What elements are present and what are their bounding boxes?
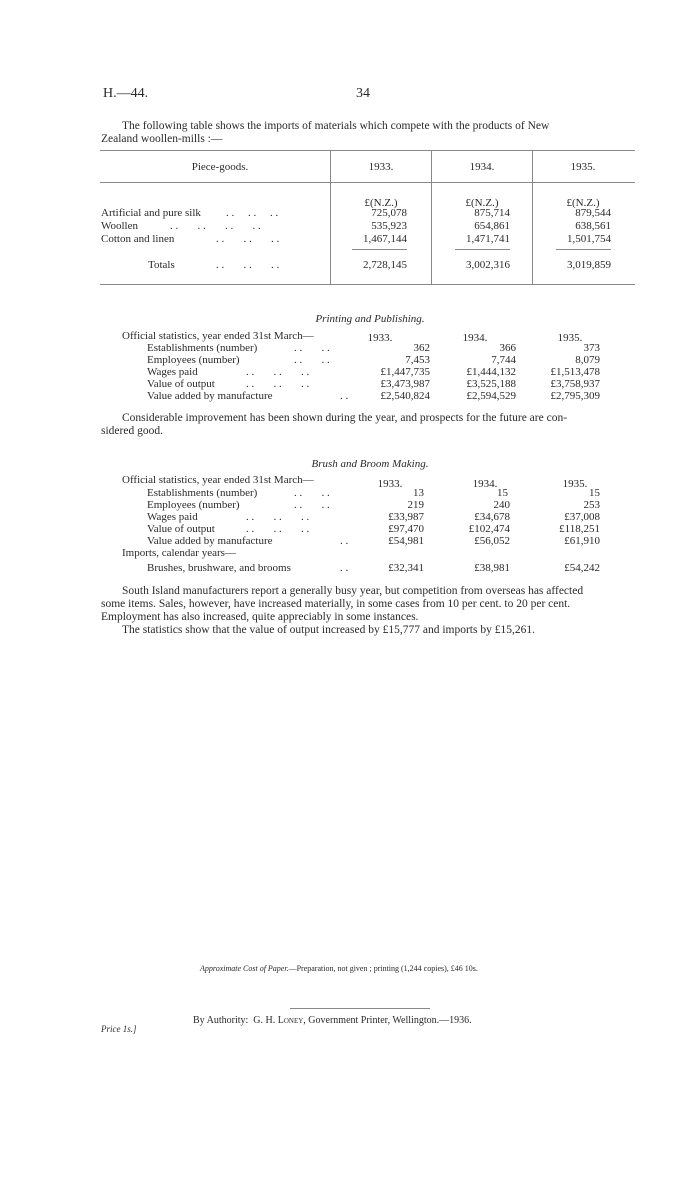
row-label: Establishments (number) <box>147 342 258 354</box>
leader-dots: . . . . <box>294 499 330 511</box>
cost-of-paper <box>200 962 478 975</box>
table-cell: 654,861 <box>474 220 510 232</box>
year-header: 1935. <box>562 478 588 490</box>
leader-dots: . . . . . . <box>246 366 310 378</box>
authority-prefix: By Authority: <box>193 1015 249 1026</box>
stat-cell: £54,981 <box>388 535 424 547</box>
stat-cell: £97,470 <box>388 523 424 535</box>
cost-text: —Preparation, not given ; printing (1,244 copies), £46 10s. <box>288 964 478 973</box>
table-cell: 875,714 <box>474 207 510 219</box>
row-label: Artificial and pure silk <box>101 207 201 219</box>
brush-para-line-4: The statistics show that the value of output increased by £15,777 and imports by £15,261. <box>122 624 535 636</box>
brush-para-line-3: Employment has also increased, quite appreciably in some instances. <box>101 611 419 623</box>
leader-dots: . . . . . . <box>246 378 310 390</box>
sum-rule-3 <box>556 249 611 250</box>
section-title-printing: Printing and Publishing. <box>315 313 425 325</box>
section-title-brush: Brush and Broom Making. <box>311 458 429 470</box>
table-cell: 1,471,741 <box>466 233 510 245</box>
page-number: 34 <box>356 86 370 101</box>
stat-cell: £38,981 <box>474 562 510 574</box>
table-cell: 1,467,144 <box>363 233 407 245</box>
document-code: H.—44. <box>103 86 149 101</box>
authority-suffix: , Government Printer, Wellington.—1936. <box>303 1015 472 1026</box>
year-header: 1933. <box>367 332 393 344</box>
leader-dots: . . <box>340 535 349 547</box>
brush-para-line-1: South Island manufacturers report a generally busy year, but competition from overseas has affected <box>122 585 584 597</box>
row-label: Employees (number) <box>147 499 240 511</box>
col-header-1933: 1933. <box>368 161 394 173</box>
stat-cell: 362 <box>413 342 430 354</box>
leader-dots: . . . . . . <box>246 523 310 535</box>
stat-cell: £54,242 <box>564 562 600 574</box>
leader-dots: . . . . . . <box>216 259 280 271</box>
col-header-1934: 1934. <box>469 161 495 173</box>
year-header: 1934. <box>472 478 498 490</box>
stat-cell: £1,447,735 <box>380 366 430 378</box>
leader-dots: . . <box>340 562 349 574</box>
stat-cell: £61,910 <box>564 535 600 547</box>
stat-cell: 240 <box>493 499 510 511</box>
table-cell: 1,501,754 <box>567 233 611 245</box>
row-label: Wages paid <box>147 366 198 378</box>
table-cell: 535,923 <box>371 220 407 232</box>
year-header: 1934. <box>462 332 488 344</box>
total-cell: 3,019,859 <box>567 259 611 271</box>
stat-cell: £3,525,188 <box>466 378 516 390</box>
leader-dots: . . . . <box>294 342 330 354</box>
stats-lead: Official statistics, year ended 31st March— <box>122 474 314 486</box>
stats-lead: Official statistics, year ended 31st March— <box>122 330 314 342</box>
stat-cell: 366 <box>499 342 516 354</box>
leader-dots: . . <box>340 390 349 402</box>
row-label: Employees (number) <box>147 354 240 366</box>
year-header: 1933. <box>377 478 403 490</box>
leader-dots: . . . . . . <box>226 207 279 219</box>
stat-cell: £2,594,529 <box>466 390 516 402</box>
table-bottom-rule <box>100 284 635 285</box>
stat-cell: £3,758,937 <box>550 378 600 390</box>
total-cell: 2,728,145 <box>363 259 407 271</box>
table-top-rule <box>100 150 635 151</box>
unit-label: £(N.Z.) <box>566 197 600 209</box>
total-cell: 3,002,316 <box>466 259 510 271</box>
row-label: Woollen <box>101 220 138 232</box>
leader-dots: . . . . . . . . <box>170 220 261 232</box>
stat-cell: 7,453 <box>405 354 430 366</box>
leader-dots: . . . . . . <box>246 511 310 523</box>
stat-cell: 13 <box>413 487 424 499</box>
table-cell: 638,561 <box>575 220 611 232</box>
printing-para-line-1: Considerable improvement has been shown during the year, and prospects for the future are con- <box>122 412 568 424</box>
footer-rule <box>290 1008 430 1009</box>
brush-para-line-2: some items. Sales, however, have increased materially, in some cases from 10 per cent. to 20 per cent. <box>101 598 571 610</box>
stat-cell: £37,008 <box>564 511 600 523</box>
row-label: Value of output <box>147 378 215 390</box>
row-label: Establishments (number) <box>147 487 258 499</box>
col-header-1935: 1935. <box>570 161 596 173</box>
totals-label: Totals <box>148 259 175 271</box>
intro-line-2: Zealand woollen-mills :— <box>101 133 223 145</box>
stat-cell: 8,079 <box>575 354 600 366</box>
stat-cell: £1,444,132 <box>466 366 516 378</box>
stat-cell: 219 <box>407 499 424 511</box>
printing-para-line-2: sidered good. <box>101 425 163 437</box>
stat-cell: 15 <box>497 487 508 499</box>
cost-label: Approximate Cost of Paper. <box>200 964 289 973</box>
stat-cell: £118,251 <box>559 523 600 535</box>
stat-cell: 7,744 <box>491 354 516 366</box>
row-label: Value added by manufacture <box>147 535 273 547</box>
price: Price 1s.] <box>101 1024 137 1034</box>
unit-label: £(N.Z.) <box>364 197 398 209</box>
row-label: Cotton and linen <box>101 233 175 245</box>
intro-line-1: The following table shows the imports of materials which compete with the products of New <box>122 120 550 132</box>
unit-label: £(N.Z.) <box>465 197 499 209</box>
stat-cell: £2,540,824 <box>380 390 430 402</box>
imports-lead: Imports, calendar years— <box>122 547 236 559</box>
leader-dots: . . . . <box>294 354 330 366</box>
row-label: Wages paid <box>147 511 198 523</box>
stat-cell: £2,795,309 <box>550 390 600 402</box>
stat-cell: £34,678 <box>474 511 510 523</box>
authority-line <box>193 1014 472 1027</box>
col-header-piece-goods: Piece-goods. <box>191 161 249 173</box>
leader-dots: . . . . . . <box>216 233 280 245</box>
stat-cell: £102,474 <box>468 523 510 535</box>
stat-cell: £1,513,478 <box>550 366 600 378</box>
stat-cell: £33,987 <box>388 511 424 523</box>
stat-cell: 253 <box>583 499 600 511</box>
row-label: Value added by manufacture <box>147 390 273 402</box>
stat-cell: 15 <box>589 487 600 499</box>
stat-cell: £3,473,987 <box>380 378 430 390</box>
stat-cell: £56,052 <box>474 535 510 547</box>
leader-dots: . . . . <box>294 487 330 499</box>
stat-cell: £32,341 <box>388 562 424 574</box>
sum-rule-1 <box>352 249 407 250</box>
printer-name: G. H. Loney <box>253 1015 304 1026</box>
year-header: 1935. <box>557 332 583 344</box>
table-head-rule <box>100 182 635 183</box>
stat-cell: 373 <box>583 342 600 354</box>
sum-rule-2 <box>455 249 510 250</box>
row-label: Brushes, brushware, and brooms <box>147 562 291 574</box>
row-label: Value of output <box>147 523 215 535</box>
table-cell: 879,544 <box>575 207 611 219</box>
table-cell: 725,078 <box>371 207 407 219</box>
